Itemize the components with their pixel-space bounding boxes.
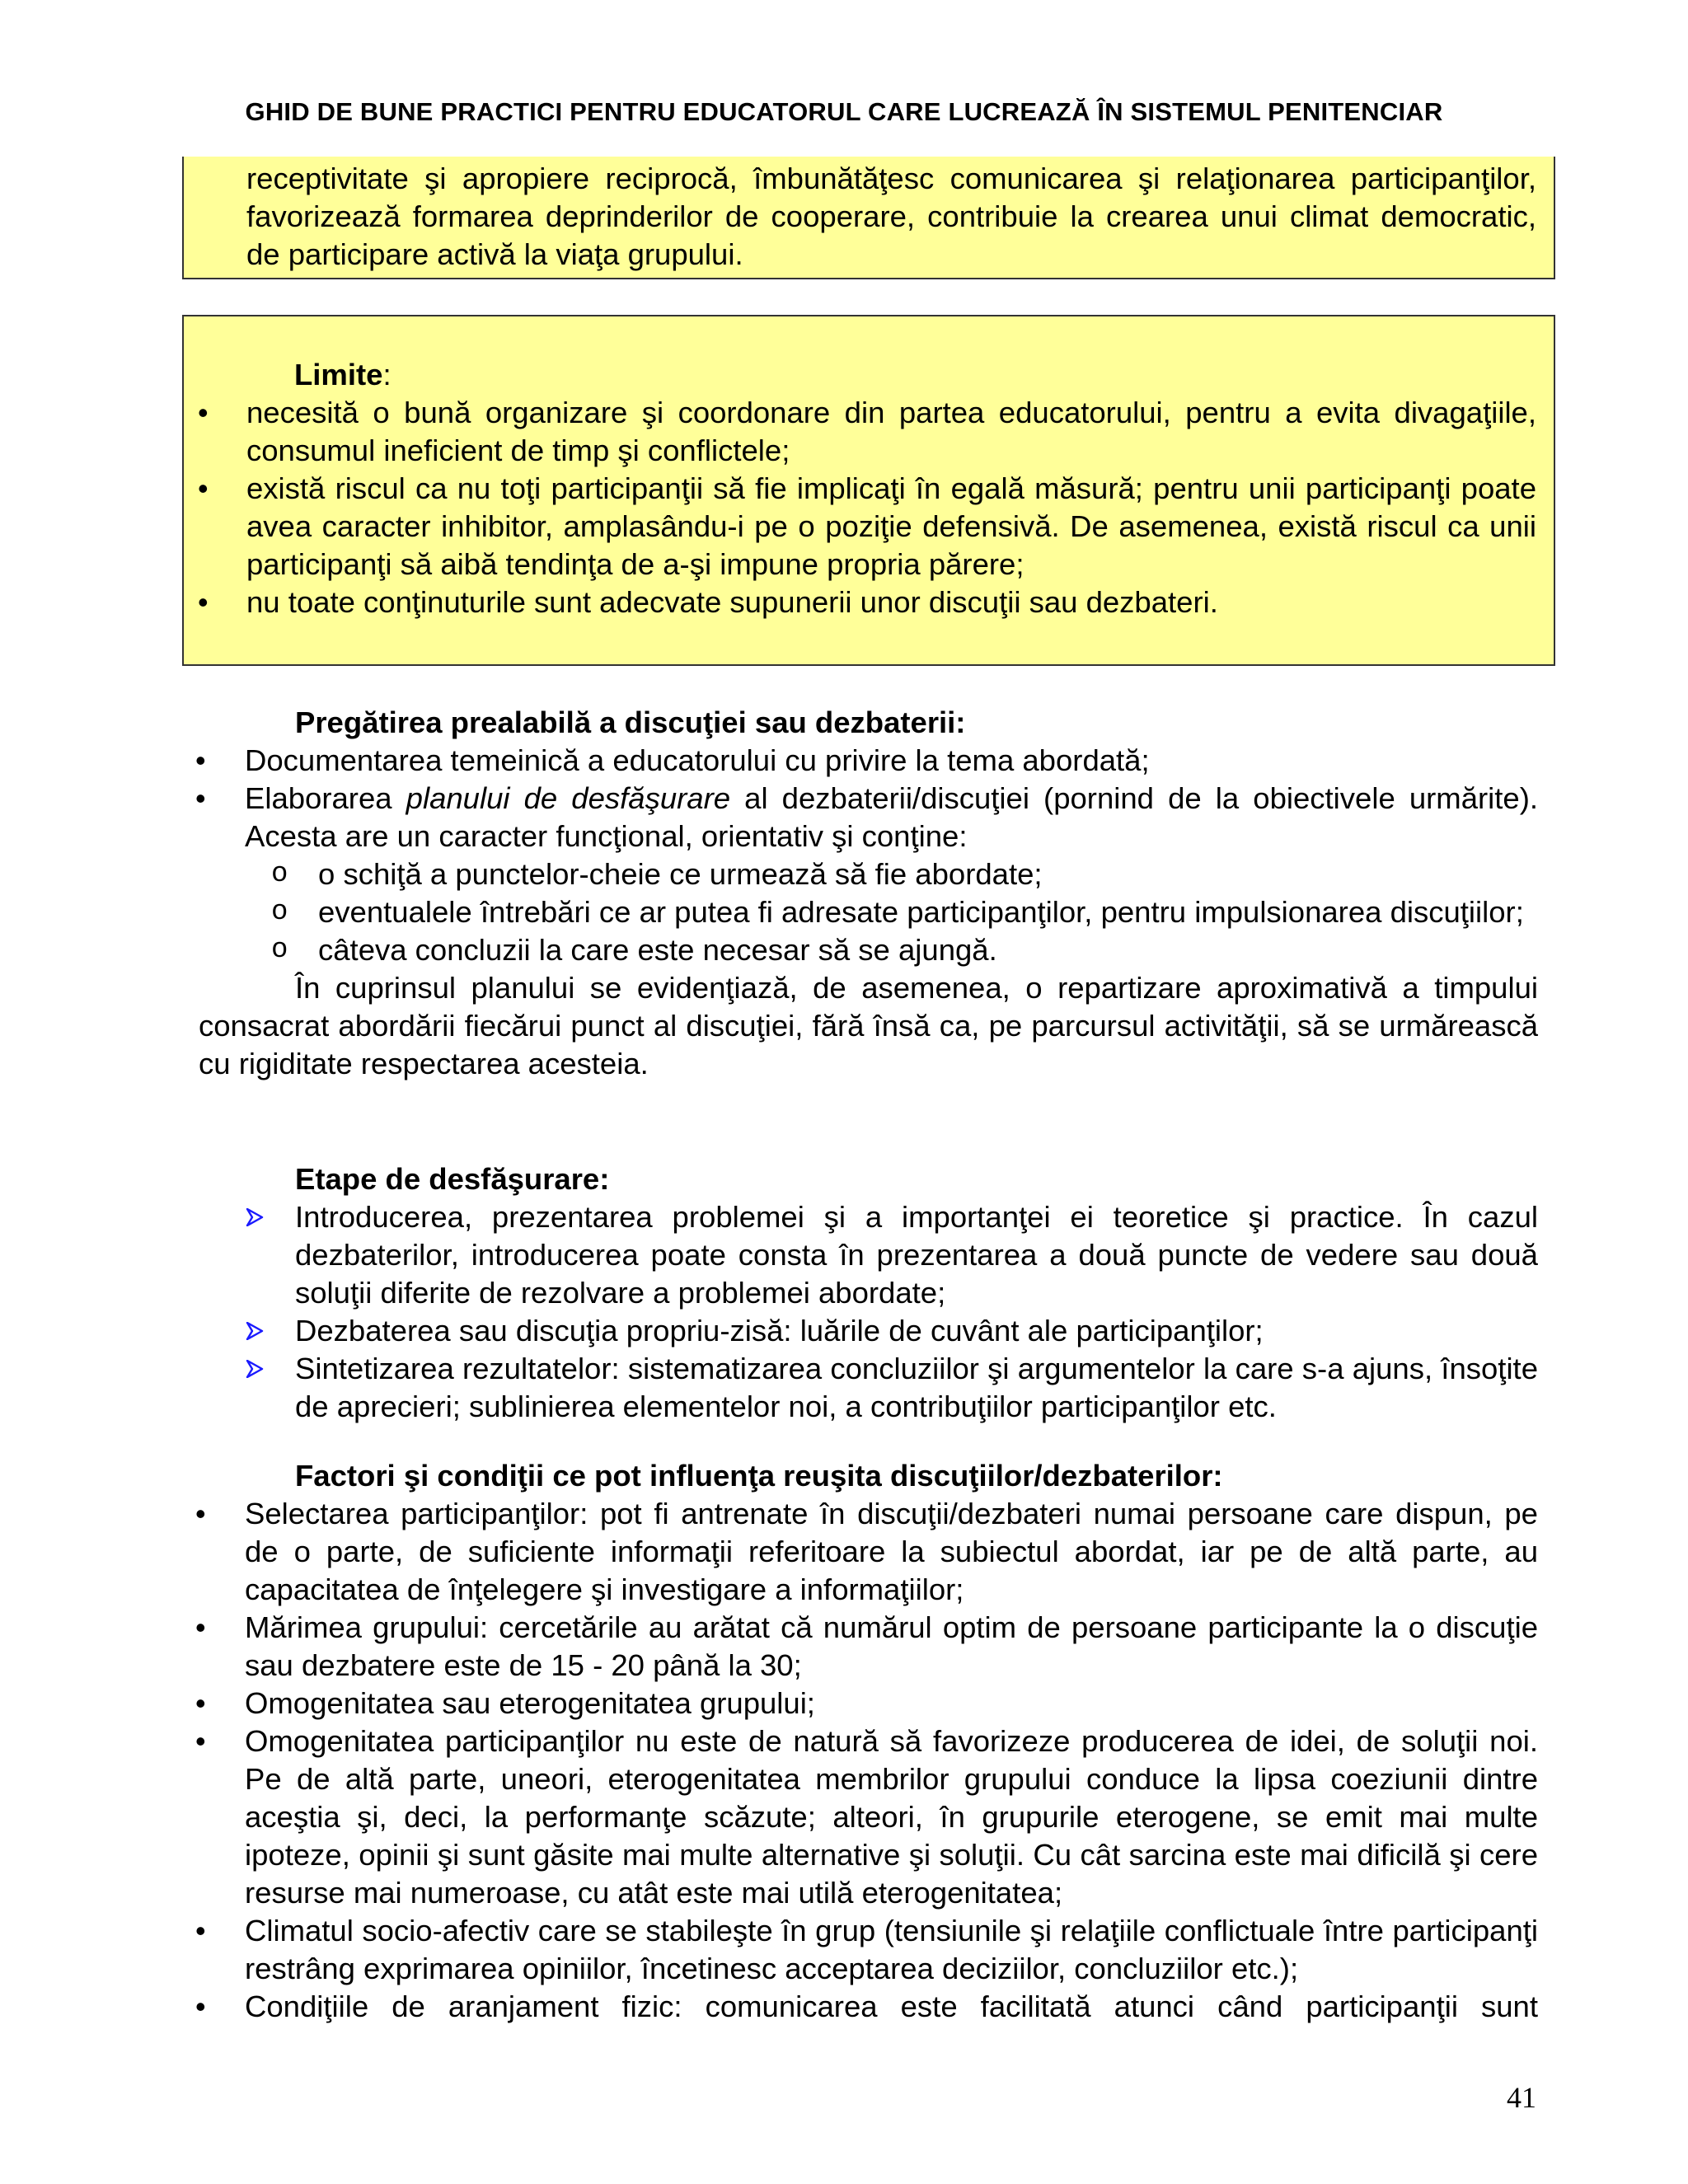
preparation-list — [199, 742, 1538, 855]
list-item: • nu toate conţinuturile sunt adecvate supunerii unor discuţii sau dezbateri. — [184, 583, 1536, 621]
sub-list-item: o eventualele întrebări ce ar putea fi adresate participanţilor, pentru impulsionarea discuţiilor; — [199, 893, 1538, 931]
preparation-heading: Pregătirea prealabilă a discuţiei sau dezbaterii: — [295, 705, 966, 739]
list-item: • Omogenitatea sau eterogenitatea grupului; — [199, 1685, 1538, 1722]
plan-contents-sublist — [199, 855, 1538, 969]
list-item-text: Sintetizarea rezultatelor: sistematizarea concluziilor şi argumentelor la care s-a ajuns, însoţite de aprecieri; sublinierea elementelor noi, a contribuţiilor participanţilor etc. — [295, 1352, 1538, 1423]
arrow-right-icon — [246, 1360, 264, 1378]
plan-paragraph: În cuprinsul planului se evidenţiază, de asemenea, o repartizare aproximativă a timpului consacrat abordării fiecărui punct al discuţiei, fără însă ca, pe parcursul activităţii, să se urmărească cu rigiditate respectarea acesteia. — [199, 971, 1538, 1080]
sub-list-item: o o schiţă a punctelor-cheie ce urmează să fie abordate; — [199, 855, 1538, 893]
page-header-title: GHID DE BUNE PRACTICI PENTRU EDUCATORUL CARE LUCREAZĂ ÎN SISTEMUL PENITENCIAR — [245, 97, 1443, 126]
list-item-text: Elaborarea — [245, 781, 406, 815]
list-item: • Documentarea temeinică a educatorului cu privire la tema abordată; — [199, 742, 1538, 780]
sub-list-item: o câteva concluzii la care este necesar să se ajungă. — [199, 931, 1538, 969]
list-item — [199, 780, 1538, 855]
list-item-text: Introducerea, prezentarea problemei şi a importanţei ei teoretice şi practice. În cazul dezbaterilor, introducerea poate consta în prezentarea a două puncte de vedere sau două soluţii diferite de rezolvare a problemei abordate; — [295, 1200, 1538, 1310]
stages-list — [199, 1198, 1538, 1426]
factors-section — [199, 1457, 1538, 2026]
factors-heading: Factori şi condiţii ce pot influenţa reuşita discuţiilor/dezbaterilor: — [295, 1459, 1223, 1493]
list-item: • Omogenitatea participanţilor nu este de natură să favorizeze producerea de idei, de soluţii noi. Pe de altă parte, uneori, eterogenitatea membrilor grupului conduce la lipsa coeziunii dintre aceştia şi, deci, la performanţe scăzute; alteori, în grupurile eterogene, se emit mai multe ipoteze, opinii şi sunt găsite mai multe alternative şi soluţii. Cu cât sarcina este mai dificilă şi cere resurse mai numeroase, cu atât este mai utilă eterogenitatea; — [199, 1722, 1538, 1912]
list-item — [199, 1198, 1538, 1312]
list-item: • există riscul ca nu toţi participanţii să fie implicaţi în egală măsură; pentru unii participanţi poate avea caracter inhibitor, amplasându-i pe o poziţie defensivă. De asemenea, există riscul ca unii participanţi să aibă tendinţa de a-şi impune propria părere; — [184, 470, 1536, 583]
limitations-list — [184, 394, 1536, 621]
list-item: • Climatul socio-afectiv care se stabileşte în grup (tensiunile şi relaţiile conflictuale între participanţi restrâng exprimarea opiniilor, încetinesc acceptarea deciziilor, concluziilor etc.); — [199, 1912, 1538, 1988]
list-item: • necesită o bună organizare şi coordonare din partea educatorului, pentru a evita divagaţiile, consumul ineficient de timp şi conflictele; — [184, 394, 1536, 470]
arrow-right-icon — [246, 1322, 264, 1340]
advantages-box-text: receptivitate şi apropiere reciprocă, îmbunătăţesc comunicarea şi relaţionarea participanţilor, favorizează formarea deprinderilor de cooperare, contribuie la crearea unui climat democratic, de participare activă la viaţa grupului. — [246, 162, 1536, 271]
list-item-text: al dezbaterii/discuţiei (pornind de la obiectivele urmărite). Acesta are un caracter funcţional, orientativ şi conţine: — [245, 781, 1539, 853]
list-item-text: Dezbaterea sau discuţia propriu-zisă: luările de cuvânt ale participanţilor; — [295, 1314, 1264, 1347]
advantages-box-continuation — [182, 157, 1555, 279]
list-item: • Condiţiile de aranjament fizic: comunicarea este facilitată atunci când participanţii sunt — [199, 1988, 1538, 2026]
emphasis-text: planului de desfăşurare — [406, 781, 731, 815]
list-item: • Mărimea grupului: cercetările au arătat că numărul optim de persoane participante la o discuţie sau dezbatere este de 15 - 20 până la 30; — [199, 1609, 1538, 1685]
stages-heading: Etape de desfăşurare: — [295, 1162, 610, 1196]
limitations-title — [294, 356, 392, 394]
page-number: 41 — [1507, 2081, 1536, 2114]
list-item — [199, 1312, 1538, 1350]
limitations-box — [182, 315, 1555, 666]
arrow-right-icon — [246, 1208, 264, 1226]
limitations-title-label: Limite — [294, 358, 383, 391]
list-item — [199, 1350, 1538, 1426]
limitations-title-colon: : — [382, 358, 392, 391]
factors-list — [199, 1495, 1538, 2026]
preparation-section — [199, 704, 1538, 1083]
list-item: • Selectarea participanţilor: pot fi antrenate în discuţii/dezbateri numai persoane care dispun, pe de o parte, de suficiente informaţii referitoare la subiectul abordat, iar pe de altă parte, au capacitatea de înţelegere şi investigare a informaţiilor; — [199, 1495, 1538, 1609]
stages-section — [199, 1160, 1538, 1426]
